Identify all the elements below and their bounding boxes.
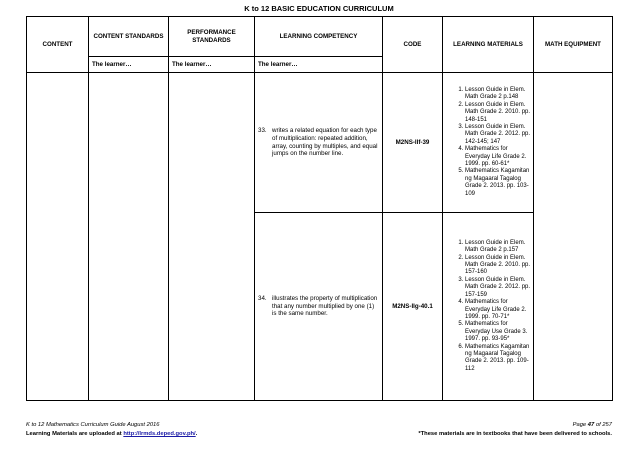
header-learning-competency: LEARNING COMPETENCY bbox=[255, 17, 383, 57]
list-item: 5. Mathematics Kagamitan ng Magaaral Tagalog Grade 2. 2013. pp. 103-109 bbox=[465, 168, 531, 198]
competency-number: 33. bbox=[258, 127, 267, 135]
materials-cell bbox=[443, 213, 534, 401]
page-prefix: Page bbox=[572, 422, 587, 428]
page-of: of bbox=[595, 422, 601, 428]
footer-materials-note bbox=[26, 431, 197, 437]
list-item: 2. Lesson Guide in Elem. Math Grade 2. 2010. pp. 148-151 bbox=[465, 102, 531, 124]
list-item: 4. Mathematics for Everyday Life Grade 2. 1999. pp. 60-61* bbox=[465, 146, 531, 168]
header-math-equipment: MATH EQUIPMENT bbox=[534, 17, 613, 73]
materials-suffix: . bbox=[195, 431, 198, 437]
competency-cell bbox=[255, 213, 383, 401]
learner-performance-standards: The learner… bbox=[169, 57, 255, 73]
materials-list bbox=[443, 86, 533, 199]
curriculum-table bbox=[26, 16, 613, 401]
page-total: 257 bbox=[602, 422, 612, 428]
page-number bbox=[573, 422, 612, 428]
competency-cell bbox=[255, 73, 383, 213]
header-performance-standards: PERFORMANCE STANDARDS bbox=[169, 17, 255, 57]
list-item: 3. Lesson Guide in Elem. Math Grade 2. 2012. pp. 157-159 bbox=[465, 277, 531, 299]
table-row bbox=[27, 73, 613, 213]
header-row bbox=[27, 17, 613, 57]
header-content-standards: CONTENT STANDARDS bbox=[89, 17, 169, 57]
competency-text: writes a related equation for each type of multiplication: repeated addition, array, counting by multiples, and equal jumps on the number line. bbox=[272, 127, 378, 158]
list-item: 5. Mathematics for Everyday Use Grade 3. 1997. pp. 93-95* bbox=[465, 321, 531, 343]
lrmds-link[interactable]: http://lrmds.deped.gov.ph/ bbox=[123, 431, 196, 437]
header-learning-materials: LEARNING MATERIALS bbox=[443, 17, 534, 73]
footer-guide-title: K to 12 Mathematics Curriculum Guide August 2016 bbox=[26, 422, 160, 428]
list-item: 4. Mathematics for Everyday Life Grade 2. 1999. pp. 70-71* bbox=[465, 299, 531, 321]
materials-list bbox=[443, 239, 533, 374]
learner-learning-competency: The learner… bbox=[255, 57, 383, 73]
content-cell bbox=[27, 73, 89, 401]
list-item: 2. Lesson Guide in Elem. Math Grade 2. 2010. pp. 157-160 bbox=[465, 255, 531, 277]
list-item: 1. Lesson Guide in Elem. Math Grade 2 p.148 bbox=[465, 87, 531, 102]
page-current: 47 bbox=[587, 422, 595, 428]
competency-text: illustrates the property of multiplication that any number multiplied by one (1) is the same number. bbox=[272, 295, 378, 318]
math-equipment-cell bbox=[534, 73, 613, 401]
content-standards-cell bbox=[89, 73, 169, 401]
list-item: 3. Lesson Guide in Elem. Math Grade 2. 2012. pp. 142-145; 147 bbox=[465, 124, 531, 146]
list-item: 1. Lesson Guide in Elem. Math Grade 2 p.157 bbox=[465, 240, 531, 255]
code-cell: M2NS-IIf-39 bbox=[383, 73, 443, 213]
materials-cell bbox=[443, 73, 534, 213]
code-cell: M2NS-IIg-40.1 bbox=[383, 213, 443, 401]
list-item: 6. Mathematics Kagamitan ng Magaaral Tagalog Grade 2. 2013. pp. 109-112 bbox=[465, 344, 531, 374]
page-title: K to 12 BASIC EDUCATION CURRICULUM bbox=[244, 4, 394, 13]
header-code: CODE bbox=[383, 17, 443, 73]
materials-prefix: Learning Materials are uploaded at bbox=[26, 431, 122, 437]
competency-number: 34. bbox=[258, 295, 267, 303]
textbook-note: *These materials are in textbooks that have been delivered to schools. bbox=[418, 431, 612, 437]
header-content: CONTENT bbox=[27, 17, 89, 73]
performance-standards-cell bbox=[169, 73, 255, 401]
learner-content-standards: The learner… bbox=[89, 57, 169, 73]
